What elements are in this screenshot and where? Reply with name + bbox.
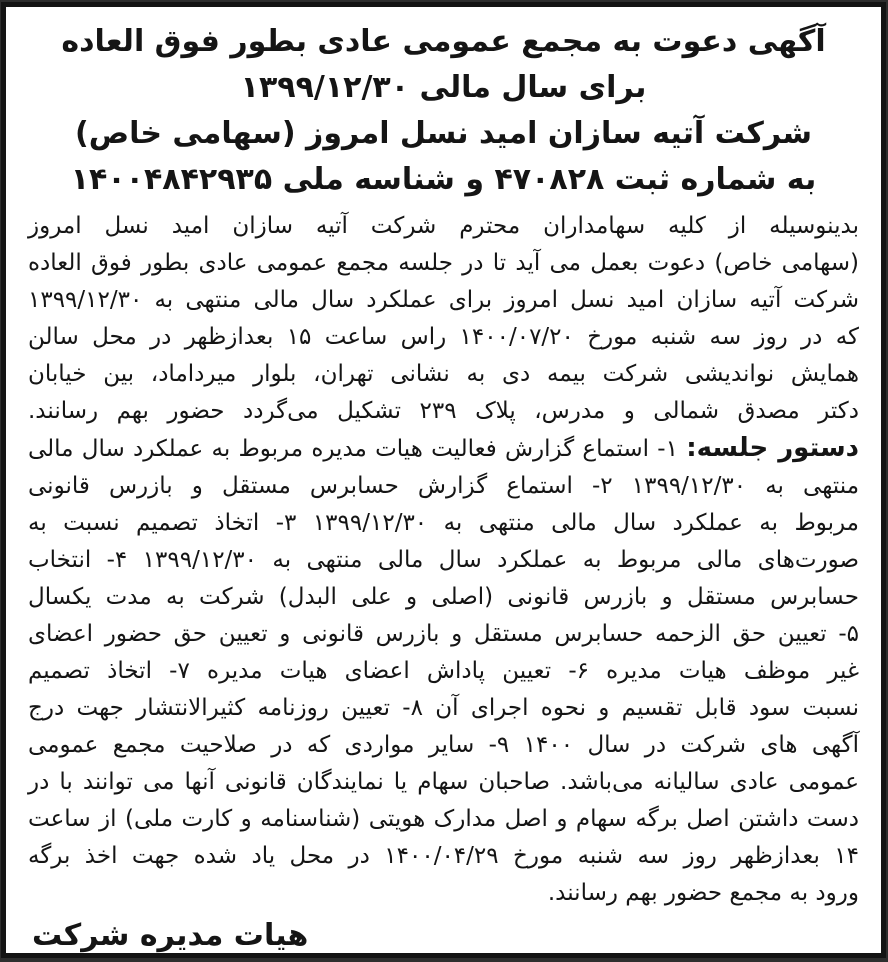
ad-body-line: دست داشتن اصل برگه سهام و اصل مدارک هویتی (شناسنامه و کارت ملی) از ساعت [28,806,859,832]
ad-body-line: دستور جلسه: ۱- استماع گزارش فعالیت هیات مدیره مربوط به عملکرد سال مالی [28,433,860,463]
ad-body-line: ۱۴ بعدازظهر روز سه شنبه مورخ ۱۴۰۰/۰۴/۲۹ در محل یاد شده جهت اخذ برگه [28,843,859,869]
ad-body-line: مربوط به عملکرد سال مالی منتهی به ۱۳۹۹/۱۲/۳۰ ۳- اتخاذ تصمیم نسبت به [28,510,860,536]
ad-body-line: ورود به مجمع حضور بهم رسانند. [547,880,859,906]
signature-board-of-directors: هیات مدیره شرکت [32,918,309,953]
ad-title-line: آگهی دعوت به مجمع عمومی عادی بطور فوق العاده [61,24,826,59]
ad-body-line: شرکت آتیه سازان امید نسل امروز برای عملکرد سال مالی منتهی به ۱۳۹۹/۱۲/۳۰ [28,287,859,313]
ad-body-line: عمومی عادی سالیانه می‌باشد. صاحبان سهام یا نمایندگان قانونی آنها می توانند با در [28,769,859,795]
ad-body-line: غیر موظف هیات مدیره ۶- تعیین پاداش اعضای هیات مدیره ۷- اتخاذ تصمیم [28,658,859,684]
ad-body-line: همایش نواندیشی شرکت بیمه دی به نشانی تهران، بلوار میرداماد، بین خیابان [28,361,859,387]
ad-body-line: آگهی های شرکت در سال ۱۴۰۰ ۹- سایر مواردی که در صلاحیت مجمع عمومی [28,732,860,758]
ad-title-block [26,15,861,205]
ad-title-line: برای سال مالی ۱۳۹۹/۱۲/۳۰ [240,70,647,105]
ad-footer [26,912,861,958]
ad-body-line: بدینوسیله از کلیه سهامداران محترم شرکت آتیه سازان امید نسل امروز [28,213,859,239]
agenda-heading-label: دستور جلسه: [686,433,860,463]
ad-title-line: به شماره ثبت ۴۷۰۸۲۸ و شناسه ملی ۱۴۰۰۴۸۴۲۹۳۵ [70,162,817,197]
ad-body-line: نسبت سود قابل تقسیم و نحوه اجرای آن ۸- تعیین روزنامه کثیرالانتشار جهت درج [28,695,859,721]
ad-border-frame [1,2,886,958]
ad-body-line: ۵- تعیین حق الزحمه حسابرس مستقل و بازرس قانونی و تعیین حق حضور اعضای [28,621,859,647]
ad-body-text [26,205,861,912]
ad-body-line: حسابرس مستقل و بازرس قانونی (اصلی و علی البدل) شرکت به مدت یکسال [28,584,859,610]
ad-body-line: منتهی به ۱۳۹۹/۱۲/۳۰ ۲- استماع گزارش حسابرس مستقل و بازرس قانونی [28,473,860,499]
ad-body-line: که در روز سه شنبه مورخ ۱۴۰۰/۰۷/۲۰ راس ساعت ۱۵ بعدازظهر در محل سالن [28,324,860,350]
ad-body-line: صورت‌های مالی مربوط به عملکرد سال مالی منتهی به ۱۳۹۹/۱۲/۳۰ ۴- انتخاب [28,547,859,573]
ad-body-line: (سهامی خاص) دعوت بعمل می آید تا در جلسه مجمع عمومی عادی بطور فوق العاده [28,250,859,276]
ad-title-line: شرکت آتیه سازان امید نسل امروز (سهامی خاص) [75,116,812,151]
ad-body-line: دکتر مصدق شمالی و مدرس، پلاک ۲۳۹ تشکیل می‌گردد حضور بهم رسانند. [28,398,859,424]
